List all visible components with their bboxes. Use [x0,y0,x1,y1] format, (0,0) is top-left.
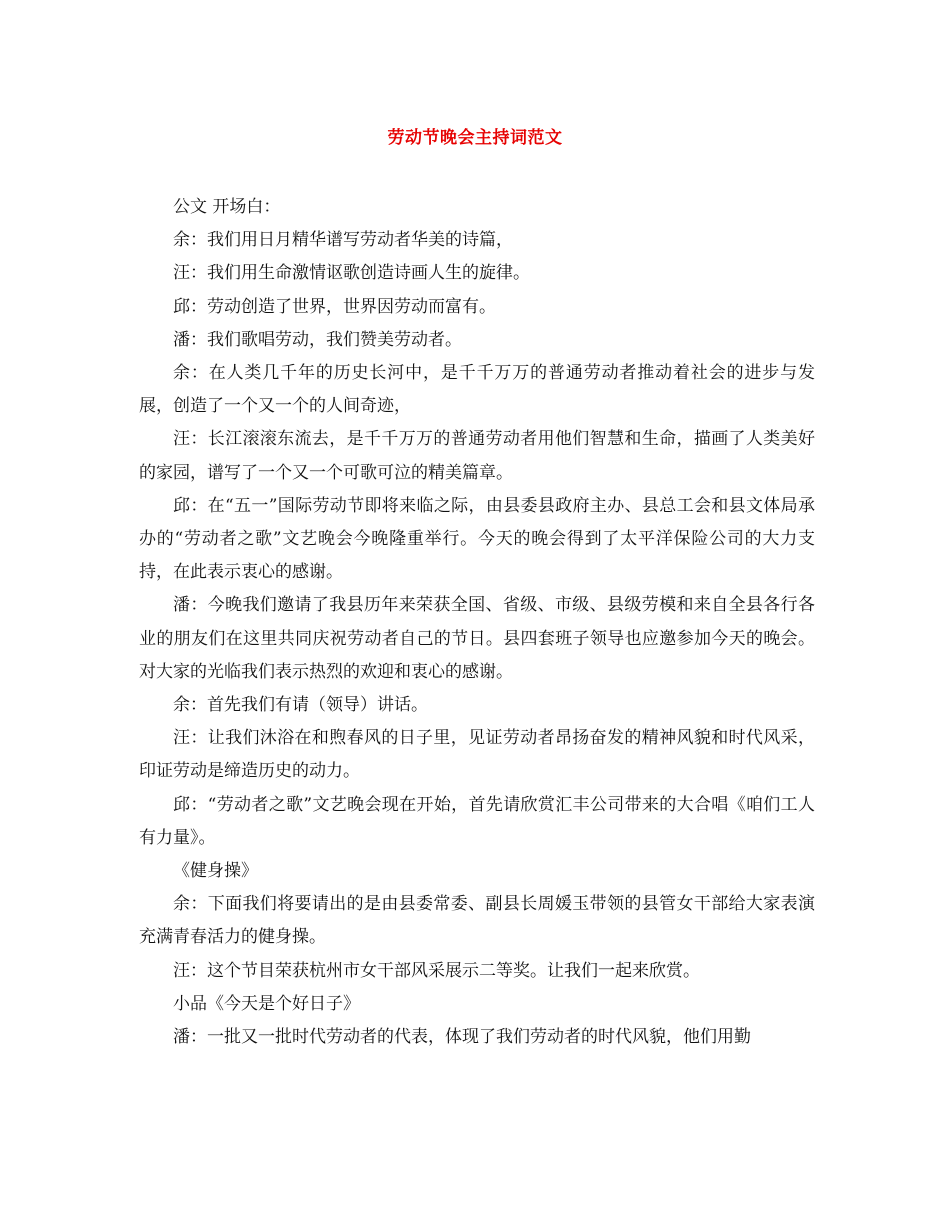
paragraph: 汪：我们用生命激情讴歌创造诗画人生的旋律。 [173,263,530,284]
paragraph: 《健身操》 [173,861,258,882]
paragraph: 汪：让我们沐浴在和煦春风的日子里，见证劳动者昂扬奋发的精神风貌和时代风采，印证劳动是缔造历史的动力。 [139,728,815,782]
paragraph: 汪：这个节目荣获杭州市女干部风采展示二等奖。让我们一起来欣赏。 [173,960,700,981]
document-body [139,191,815,1054]
paragraph: 潘：我们歌唱劳动，我们赞美劳动者。 [173,329,462,350]
paragraph: 汪：长江滚滚东流去，是千千万万的普通劳动者用他们智慧和生命，描画了人类美好的家园，谱写了一个又一个可歌可泣的精美篇章。 [139,429,815,483]
paragraph: 邱：在“五一”国际劳动节即将来临之际，由县委县政府主办、县总工会和县文体局承办的“劳动者之歌”文艺晚会今晚隆重举行。今天的晚会得到了太平洋保险公司的大力支持，在此表示衷心的感谢。 [139,495,815,583]
paragraph: 邱：劳动创造了世界，世界因劳动而富有。 [173,296,496,317]
paragraph: 潘：今晚我们邀请了我县历年来荣获全国、省级、市级、县级劳模和来自全县各行各业的朋友们在这里共同庆祝劳动者自己的节日。县四套班子领导也应邀参加今天的晚会。对大家的光临我们表示热烈的欢迎和衷心的感谢。 [139,595,815,682]
paragraph: 小品《今天是个好日子》 [173,993,360,1014]
paragraph: 潘：一批又一批时代劳动者的代表，体现了我们劳动者的时代风貌，他们用勤 [173,1027,751,1048]
paragraph: 公文 开场白： [173,197,281,217]
document-title: 劳动节晚会主持词范文 [387,128,563,148]
paragraph: 余：下面我们将要请出的是由县委常委、副县长周媛玉带领的县管女干部给大家表演充满青春活力的健身操。 [139,894,815,948]
paragraph: 邱：“劳动者之歌”文艺晚会现在开始，首先请欣赏汇丰公司带来的大合唱《咱们工人有力量》。 [139,794,815,848]
paragraph: 余：在人类几千年的历史长河中，是千千万万的普通劳动者推动着社会的进步与发展，创造了一个又一个的人间奇迹， [139,363,815,417]
paragraph: 余：首先我们有请（领导）讲话。 [173,695,428,716]
paragraph: 余：我们用日月精华谱写劳动者华美的诗篇， [173,230,513,251]
